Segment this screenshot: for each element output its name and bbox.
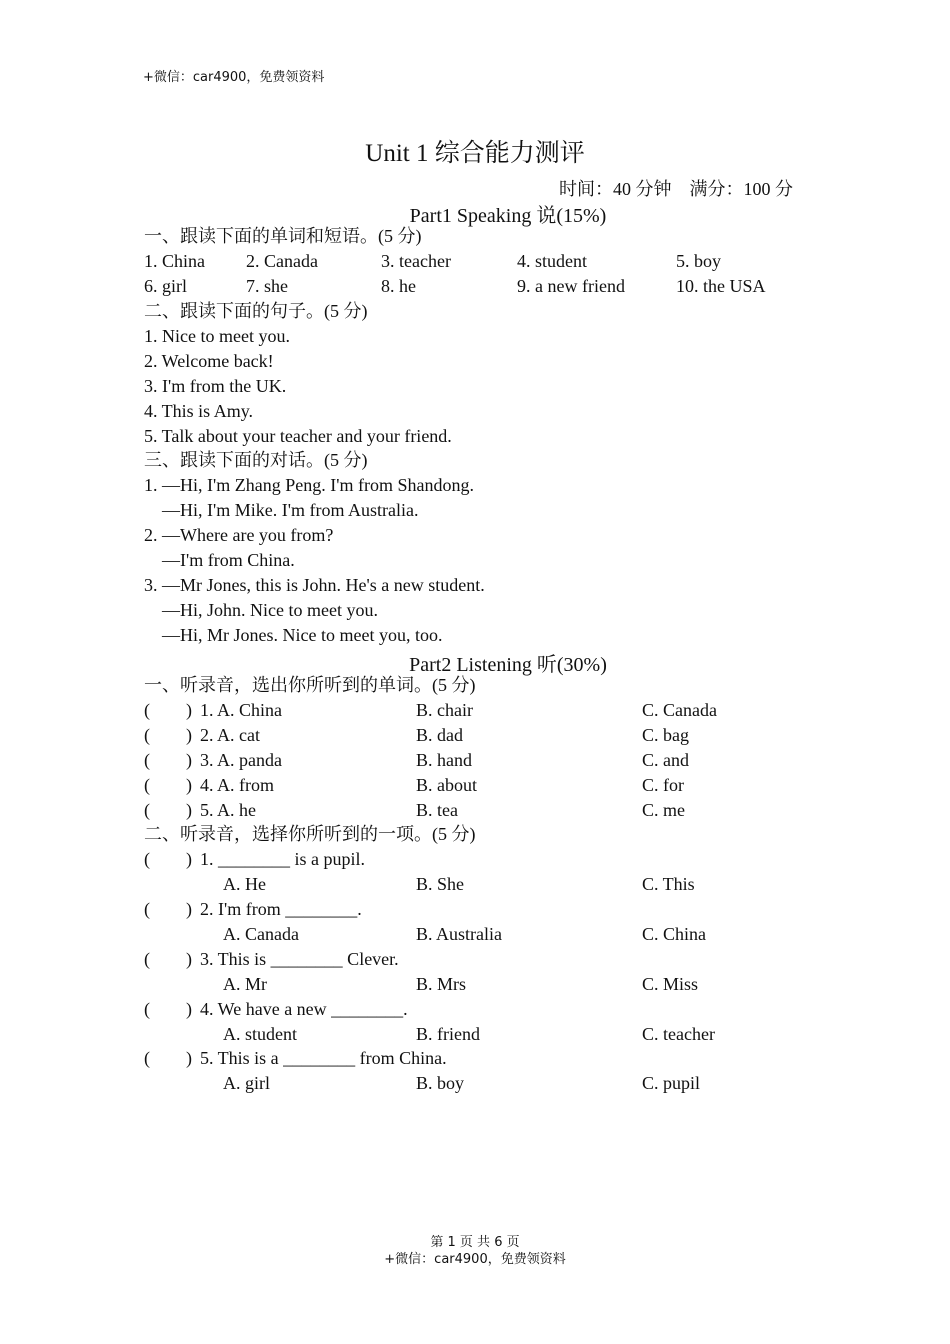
word-item: 8. he (381, 276, 416, 296)
question-text: 1. ________ is a pupil. (200, 849, 365, 869)
option-b: B. Mrs (416, 974, 467, 994)
sentence-item: 1. Nice to meet you. (144, 326, 290, 346)
answer-bracket: ( ) (144, 700, 192, 720)
page-number: 第 1 页 共 6 页 (430, 1235, 520, 1250)
question-text: 3. This is ________ Clever. (200, 949, 399, 969)
dialogue-line: 3. —Mr Jones, this is John. He's a new student. (144, 575, 485, 595)
dialogue-line: —I'm from China. (144, 550, 295, 570)
page-title: Unit 1 综合能力测评 (365, 140, 585, 167)
footer-note: +微信：car4900，免费领资料 (384, 1252, 566, 1267)
dialogue-line: 2. —Where are you from? (144, 525, 334, 545)
word-item: 4. student (517, 251, 587, 271)
section-title: 二、跟读下面的句子。(5 分) (144, 301, 368, 321)
sentence-item: 2. Welcome back! (144, 351, 274, 371)
sentence-item: 5. Talk about your teacher and your friend. (144, 426, 452, 446)
question-option-a: 1. A. China (200, 700, 283, 720)
option-b: B. tea (416, 800, 458, 820)
question-option-a: 5. A. he (200, 800, 256, 820)
section-title: 二、听录音，选择你所听到的一项。(5 分) (144, 824, 476, 844)
dialogue-line: 1. —Hi, I'm Zhang Peng. I'm from Shandong. (144, 475, 474, 495)
section-title: 一、听录音，选出你所听到的单词。(5 分) (144, 675, 476, 695)
option-a: A. girl (223, 1073, 270, 1093)
option-a: A. Canada (223, 924, 299, 944)
word-item: 3. teacher (381, 251, 451, 271)
option-c: C. Miss (642, 974, 699, 994)
option-b: B. boy (416, 1073, 465, 1093)
question-option-a: 3. A. panda (200, 750, 282, 770)
word-item: 2. Canada (246, 251, 318, 271)
word-item: 10. the USA (676, 276, 766, 296)
option-c: C. China (642, 924, 707, 944)
word-item: 9. a new friend (517, 276, 625, 296)
option-c: C. This (642, 874, 695, 894)
option-b: B. about (416, 775, 477, 795)
answer-bracket: ( ) (144, 750, 192, 770)
option-a: A. student (223, 1024, 297, 1044)
sentence-item: 3. I'm from the UK. (144, 376, 287, 396)
option-c: C. and (642, 750, 689, 770)
dialogue-line: —Hi, John. Nice to meet you. (144, 600, 378, 620)
option-c: C. teacher (642, 1024, 715, 1044)
word-item: 5. boy (676, 251, 721, 271)
option-b: B. dad (416, 725, 463, 745)
dialogue-line: —Hi, Mr Jones. Nice to meet you, too. (144, 625, 443, 645)
question-text: 4. We have a new ________. (200, 999, 408, 1019)
question-option-a: 4. A. from (200, 775, 274, 795)
answer-bracket: ( ) (144, 849, 192, 869)
answer-bracket: ( ) (144, 1048, 192, 1068)
part2-heading: Part2 Listening 听(30%) (409, 654, 607, 676)
section-title: 一、跟读下面的单词和短语。(5 分) (144, 226, 422, 246)
option-c: C. me (642, 800, 685, 820)
question-option-a: 2. A. cat (200, 725, 260, 745)
dialogue-line: —Hi, I'm Mike. I'm from Australia. (144, 500, 419, 520)
answer-bracket: ( ) (144, 949, 192, 969)
option-b: B. chair (416, 700, 473, 720)
word-item: 7. she (246, 276, 288, 296)
section-title: 三、跟读下面的对话。(5 分) (144, 450, 368, 470)
option-a: A. Mr (223, 974, 267, 994)
option-c: C. bag (642, 725, 689, 745)
answer-bracket: ( ) (144, 899, 192, 919)
answer-bracket: ( ) (144, 999, 192, 1019)
word-item: 1. China (144, 251, 205, 271)
option-b: B. hand (416, 750, 472, 770)
option-b: B. friend (416, 1024, 480, 1044)
sentence-item: 4. This is Amy. (144, 401, 254, 421)
option-c: C. Canada (642, 700, 717, 720)
answer-bracket: ( ) (144, 725, 192, 745)
question-text: 2. I'm from ________. (200, 899, 362, 919)
header-note: +微信：car4900，免费领资料 (143, 70, 325, 85)
option-c: C. for (642, 775, 684, 795)
time-score-info: 时间：40 分钟 满分：100 分 (559, 179, 793, 199)
option-b: B. Australia (416, 924, 502, 944)
part1-heading: Part1 Speaking 说(15%) (409, 205, 607, 227)
answer-bracket: ( ) (144, 775, 192, 795)
answer-bracket: ( ) (144, 800, 192, 820)
question-text: 5. This is a ________ from China. (200, 1048, 447, 1068)
option-a: A. He (223, 874, 266, 894)
word-item: 6. girl (144, 276, 187, 296)
option-c: C. pupil (642, 1073, 701, 1093)
option-b: B. She (416, 874, 465, 894)
